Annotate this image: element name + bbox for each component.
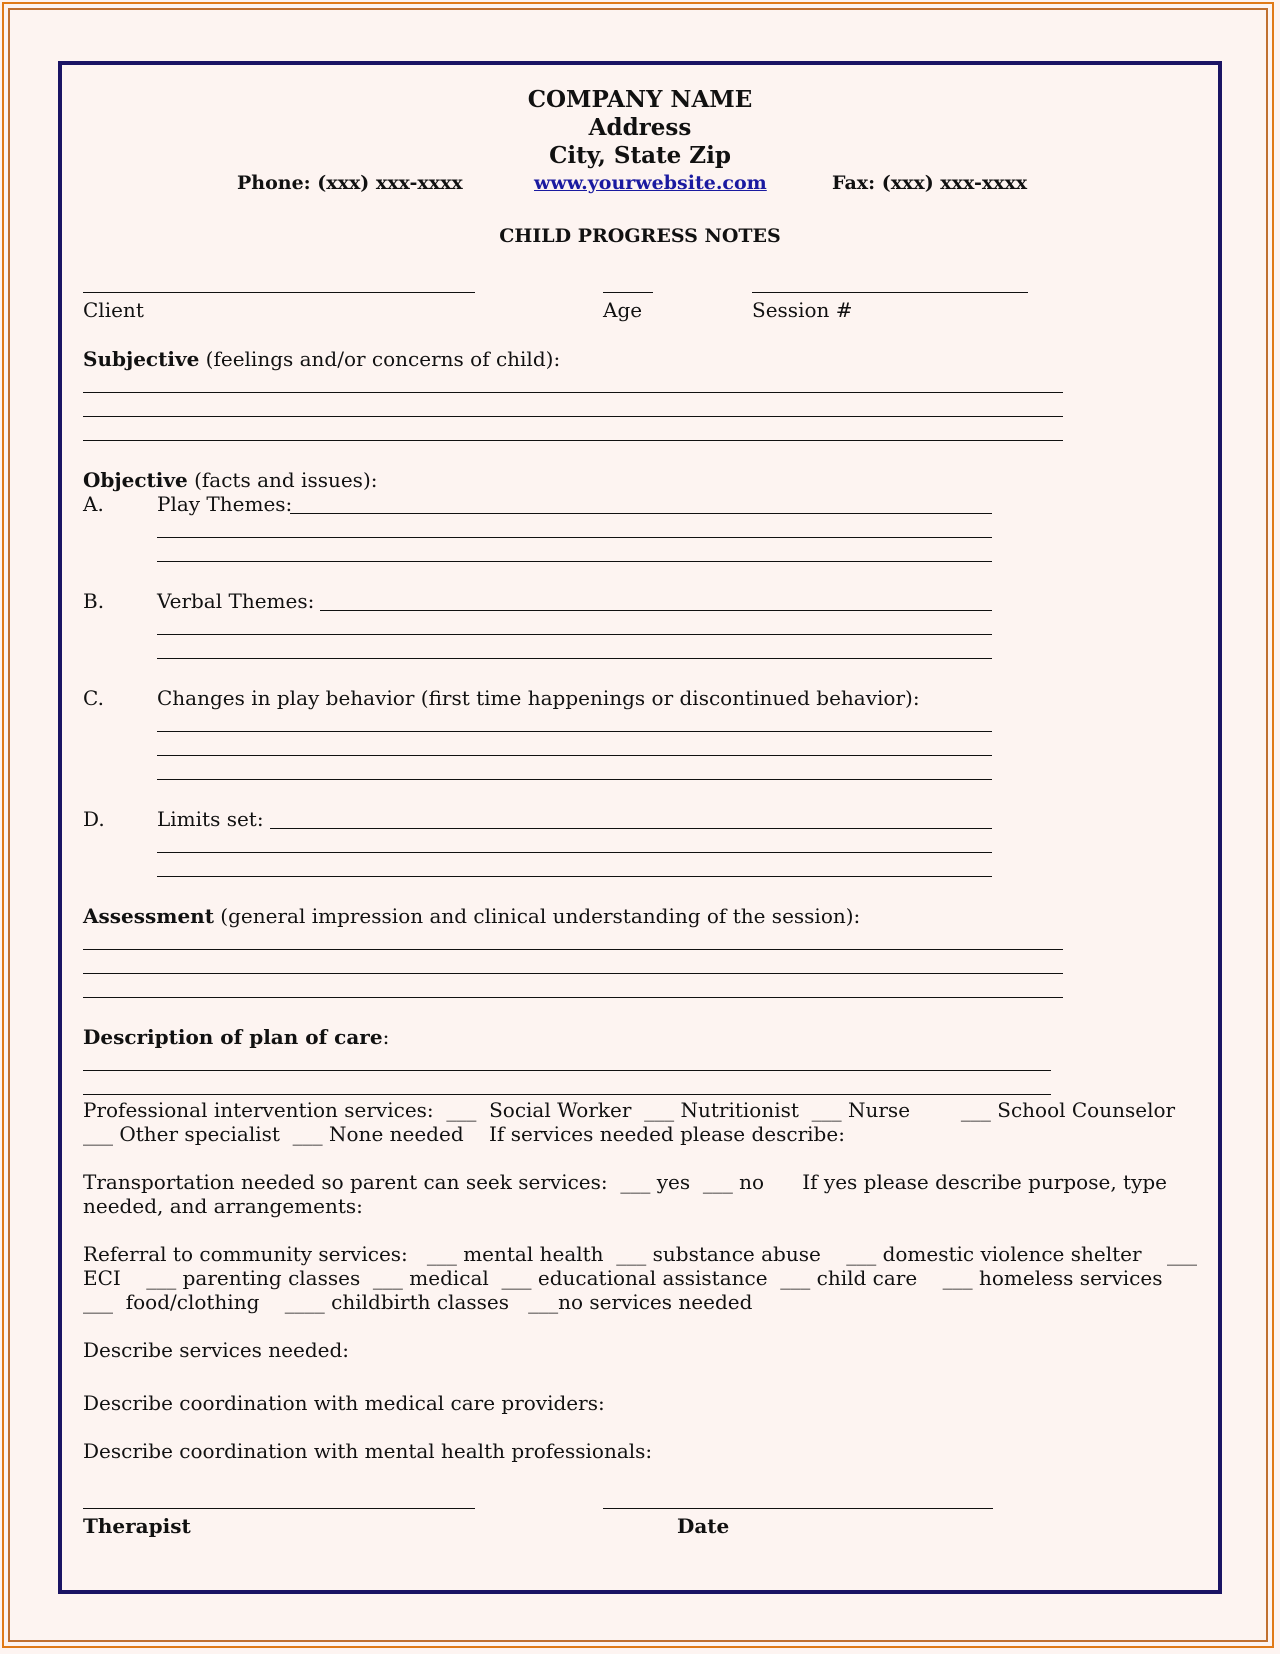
assessment-line-3[interactable]	[83, 997, 1063, 998]
professional-services-line1: Professional intervention services: ___ Social Worker ___ Nutritionist ___ Nurse ___ School Counselor	[83, 1098, 1176, 1122]
company-city: City, State Zip	[549, 142, 731, 169]
referral-line3: ___ food/clothing ____ childbirth classes ___no services needed	[83, 1290, 753, 1314]
plan-line-1[interactable]	[83, 1070, 1051, 1071]
subjective-line-1[interactable]	[83, 392, 1063, 393]
therapist-signature-line[interactable]	[83, 1508, 475, 1509]
company-name: COMPANY NAME	[527, 86, 753, 113]
phone: Phone: (xxx) xxx-xxxx	[237, 172, 463, 194]
objective-c-letter: C.	[83, 686, 104, 710]
client-label: Client	[83, 298, 144, 322]
play-behavior-line-1[interactable]	[157, 731, 992, 732]
limits-line-2[interactable]	[157, 852, 992, 853]
referral-line2: ECI ___ parenting classes ___ medical ___ educational assistance ___ child care ___ homeless services	[83, 1266, 1163, 1290]
referral-line1: Referral to community services: ___ mental health ___ substance abuse ___ domestic violence shelter ___	[83, 1242, 1197, 1266]
transportation-line1: Transportation needed so parent can seek services: ___ yes ___ no If yes please describe purpose, type	[83, 1170, 1168, 1194]
professional-services-line2: ___ Other specialist ___ None needed If services needed please describe:	[83, 1122, 845, 1146]
plan-heading: Description of plan of care:	[83, 1025, 390, 1049]
play-behavior-line-3[interactable]	[157, 779, 992, 780]
subjective-line-2[interactable]	[83, 416, 1063, 417]
date-label: Date	[677, 1514, 730, 1538]
objective-a-label: Play Themes:	[157, 492, 293, 516]
company-address: Address	[588, 114, 692, 141]
assessment-heading: Assessment (general impression and clinical understanding of the session):	[83, 904, 861, 928]
limits-line-3[interactable]	[157, 876, 992, 877]
verbal-themes-line-1[interactable]	[320, 610, 992, 611]
fax: Fax: (xxx) xxx-xxxx	[832, 172, 1028, 194]
objective-b-letter: B.	[83, 589, 105, 613]
objective-d-label: Limits set:	[157, 807, 264, 831]
limits-line-1[interactable]	[270, 828, 992, 829]
age-line[interactable]	[603, 292, 653, 293]
form-title: CHILD PROGRESS NOTES	[499, 225, 781, 247]
age-label: Age	[603, 298, 643, 322]
play-themes-line-3[interactable]	[157, 561, 992, 562]
objective-c-label: Changes in play behavior (first time happenings or discontinued behavior):	[157, 686, 920, 710]
subjective-heading: Subjective (feelings and/or concerns of child):	[83, 347, 561, 371]
objective-a-letter: A.	[83, 492, 104, 516]
subjective-line-3[interactable]	[83, 440, 1063, 441]
assessment-line-1[interactable]	[83, 949, 1063, 950]
verbal-themes-line-2[interactable]	[157, 634, 992, 635]
session-label: Session #	[752, 298, 853, 322]
session-line[interactable]	[752, 292, 1028, 293]
describe-services: Describe services needed:	[83, 1338, 350, 1362]
describe-mental: Describe coordination with mental health professionals:	[83, 1439, 653, 1463]
date-line[interactable]	[603, 1508, 993, 1509]
objective-d-letter: D.	[83, 807, 105, 831]
client-line[interactable]	[83, 292, 475, 293]
play-behavior-line-2[interactable]	[157, 755, 992, 756]
verbal-themes-line-3[interactable]	[157, 658, 992, 659]
play-themes-line-1[interactable]	[290, 513, 992, 514]
objective-heading: Objective (facts and issues):	[83, 468, 378, 492]
assessment-line-2[interactable]	[83, 973, 1063, 974]
therapist-label: Therapist	[83, 1514, 191, 1538]
transportation-line2: needed, and arrangements:	[83, 1194, 363, 1218]
objective-b-label: Verbal Themes:	[157, 589, 315, 613]
play-themes-line-2[interactable]	[157, 537, 992, 538]
plan-line-2[interactable]	[83, 1094, 1051, 1095]
describe-medical: Describe coordination with medical care providers:	[83, 1391, 605, 1415]
website-link[interactable]: www.yourwebsite.com	[534, 172, 767, 194]
